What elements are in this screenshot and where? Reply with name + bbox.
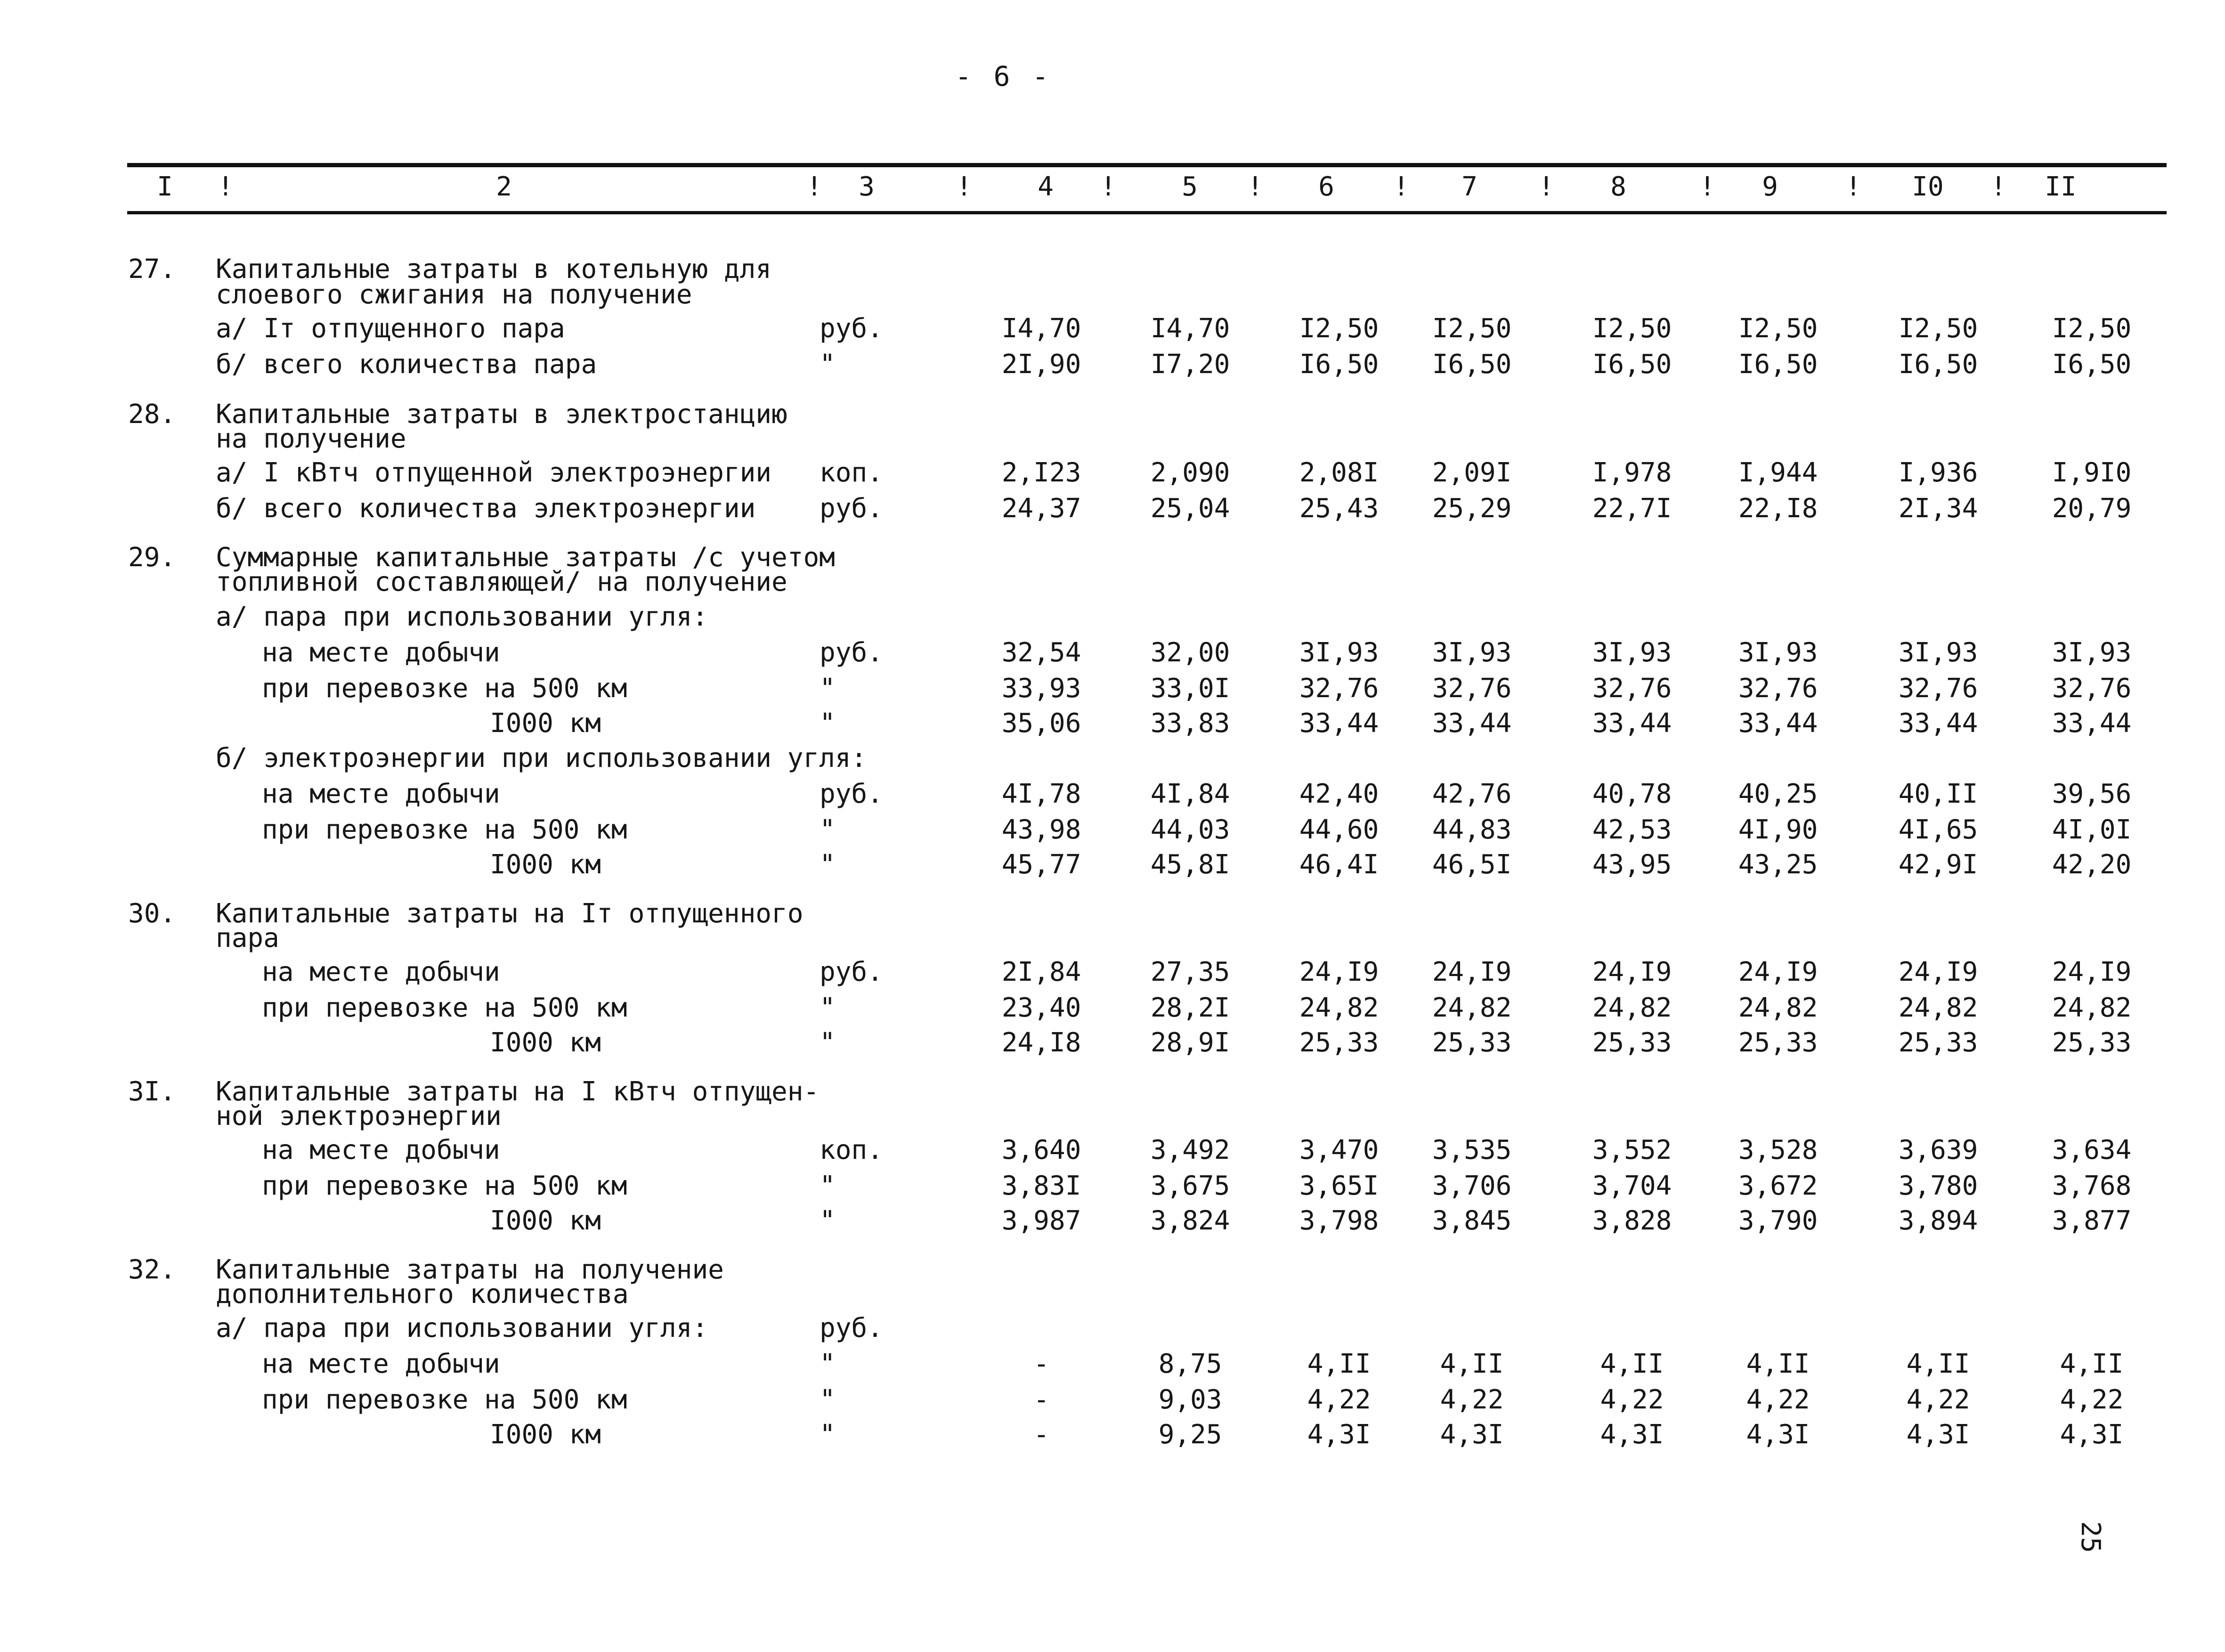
row-label: дополнительного количества [216,1279,629,1310]
value-cell-col-7: 33,44 [1432,708,1512,739]
table-header-rule [127,211,2167,214]
table-row [0,1386,2225,1421]
header-separator: ! [1247,171,1263,202]
value-cell-col-7: I2,50 [1432,313,1512,344]
table-row [0,281,2225,316]
value-cell-col-6: 33,44 [1299,708,1379,739]
header-col-2: 2 [496,171,512,202]
value-cell-col-9: 3,528 [1738,1135,1818,1165]
header-col-8: 8 [1610,171,1626,202]
header-separator: ! [956,171,972,202]
value-cell-col-4: - [1033,1349,1049,1379]
value-cell-col-4: - [1033,1384,1049,1415]
value-cell-col-8: 3,552 [1592,1135,1672,1165]
row-number: 28. [128,399,176,430]
value-cell-col-4: 24,I8 [1001,1027,1081,1058]
value-cell-col-5: 28,9I [1150,1027,1230,1058]
header-col-10: I0 [1912,171,1944,202]
value-cell-col-4: 45,77 [1001,849,1081,880]
value-cell-col-10: 4I,65 [1898,814,1978,845]
value-cell-col-10: 3,780 [1898,1171,1978,1201]
value-cell-col-4: 43,98 [1001,814,1081,845]
value-cell-col-5: 44,03 [1150,814,1230,845]
row-label: Капитальные затраты на I кВтч отпущен- [216,1076,820,1107]
table-row [0,1207,2225,1242]
value-cell-col-6: 42,40 [1299,779,1379,809]
value-cell-col-11: 4,22 [2060,1384,2124,1415]
value-cell-col-8: 3,704 [1592,1171,1672,1201]
header-separator: ! [806,171,822,202]
header-separator: ! [218,171,234,202]
value-cell-col-6: 3,470 [1299,1135,1379,1165]
header-separator: ! [1990,171,2006,202]
row-label: при перевозке на 500 км [262,1384,627,1415]
table-row [0,315,2225,350]
row-unit: коп. [820,1135,883,1165]
value-cell-col-5: 9,25 [1158,1419,1222,1450]
value-cell-col-10: 4,II [1906,1349,1970,1379]
value-cell-col-10: 25,33 [1898,1027,1978,1058]
value-cell-col-7: 3I,93 [1432,637,1512,668]
row-label: б/ электроэнергии при использовании угля: [216,743,867,773]
value-cell-col-7: 46,5I [1432,849,1512,880]
row-number: 27. [128,254,176,285]
value-cell-col-4: 23,40 [1001,993,1081,1023]
value-cell-col-9: 4,II [1746,1349,1810,1379]
value-cell-col-11: 33,44 [2052,708,2132,739]
table-row [0,851,2225,886]
value-cell-col-7: 4,II [1440,1349,1504,1379]
value-cell-col-8: 24,82 [1592,993,1672,1023]
value-cell-col-8: 24,I9 [1592,957,1672,987]
value-cell-col-10: 24,I9 [1898,957,1978,987]
value-cell-col-8: I,978 [1592,457,1672,488]
value-cell-col-10: I2,50 [1898,313,1978,344]
row-label: Капитальные затраты в электростанцию [216,399,788,430]
value-cell-col-7: 24,I9 [1432,957,1512,987]
value-cell-col-5: I4,70 [1150,313,1230,344]
value-cell-col-6: 44,60 [1299,814,1379,845]
value-cell-col-9: 24,82 [1738,993,1818,1023]
value-cell-col-6: 24,82 [1299,993,1379,1023]
value-cell-col-11: I2,50 [2052,313,2132,344]
value-cell-col-8: I2,50 [1592,313,1672,344]
value-cell-col-7: 3,706 [1432,1171,1512,1201]
row-number: 3I. [128,1076,176,1107]
row-unit: " [820,1205,836,1236]
value-cell-col-6: 46,4I [1299,849,1379,880]
value-cell-col-6: 4,3I [1307,1419,1371,1450]
table-row [0,1421,2225,1456]
table-row [0,1029,2225,1064]
row-label: I000 км [490,849,601,880]
value-cell-col-6: 24,I9 [1299,957,1379,987]
row-unit: " [820,1349,836,1379]
value-cell-col-11: 25,33 [2052,1027,2132,1058]
value-cell-col-8: 42,53 [1592,814,1672,845]
value-cell-col-11: 3,877 [2052,1205,2132,1236]
value-cell-col-10: 2I,34 [1898,493,1978,524]
value-cell-col-9: 32,76 [1738,673,1818,704]
value-cell-col-5: 45,8I [1150,849,1230,880]
value-cell-col-9: 3I,93 [1738,637,1818,668]
value-cell-col-9: 24,I9 [1738,957,1818,987]
row-unit: коп. [820,457,883,488]
row-unit: " [820,349,836,380]
page-number: - 6 - [955,60,1052,92]
value-cell-col-4: - [1033,1419,1049,1450]
value-cell-col-11: 4,3I [2060,1419,2124,1450]
value-cell-col-7: 25,33 [1432,1027,1512,1058]
table-row [0,994,2225,1029]
row-number: 30. [128,898,176,929]
value-cell-col-6: 3,798 [1299,1205,1379,1236]
row-label: Капитальные затраты на Iт отпущенного [216,898,804,929]
value-cell-col-5: 32,00 [1150,637,1230,668]
value-cell-col-6: 4,22 [1307,1384,1371,1415]
row-label: при перевозке на 500 км [262,1171,627,1201]
value-cell-col-5: 2,090 [1150,457,1230,488]
value-cell-col-11: 24,82 [2052,993,2132,1023]
value-cell-col-11: 3,634 [2052,1135,2132,1165]
value-cell-col-11: 42,20 [2052,849,2132,880]
row-number: 32. [128,1254,176,1285]
header-col-5: 5 [1182,171,1198,202]
table-row [0,1350,2225,1385]
row-label: Капитальные затраты на получение [216,1254,724,1285]
header-separator: ! [1393,171,1409,202]
value-cell-col-5: 33,83 [1150,708,1230,739]
value-cell-col-9: 3,672 [1738,1171,1818,1201]
value-cell-col-10: I,936 [1898,457,1978,488]
table-row [0,1314,2225,1350]
value-cell-col-8: 32,76 [1592,673,1672,704]
row-unit: руб. [820,1313,883,1343]
value-cell-col-7: 44,83 [1432,814,1512,845]
row-label: при перевозке на 500 км [262,673,627,704]
row-unit: руб. [820,313,883,344]
row-label: при перевозке на 500 км [262,814,627,845]
row-number: 29. [128,542,176,573]
row-label: I000 км [490,1027,601,1058]
table-row [0,1136,2225,1172]
value-cell-col-7: 32,76 [1432,673,1512,704]
value-cell-col-4: 2I,84 [1001,957,1081,987]
table-row [0,816,2225,851]
value-cell-col-8: 4,3I [1600,1419,1664,1450]
row-unit: " [820,849,836,880]
table-row [0,744,2225,780]
header-col-11: II [2045,171,2077,202]
value-cell-col-11: 32,76 [2052,673,2132,704]
value-cell-col-10: 33,44 [1898,708,1978,739]
row-label: на месте добычи [262,779,500,809]
value-cell-col-4: 24,37 [1001,493,1081,524]
value-cell-col-11: 39,56 [2052,779,2132,809]
value-cell-col-4: 33,93 [1001,673,1081,704]
row-unit: " [820,1171,836,1201]
table-top-rule [127,163,2167,167]
row-unit: " [820,1419,836,1450]
row-label: Суммарные капитальные затраты /с учетом [216,542,835,573]
table-row [0,1102,2225,1138]
value-cell-col-8: 40,78 [1592,779,1672,809]
value-cell-col-8: 3,828 [1592,1205,1672,1236]
row-label: а/ I кВтч отпущенной электроэнергии [216,457,772,488]
header-separator: ! [1699,171,1715,202]
row-label: на месте добычи [262,957,500,987]
header-col-6: 6 [1318,171,1334,202]
value-cell-col-4: 32,54 [1001,637,1081,668]
value-cell-col-6: 3I,93 [1299,637,1379,668]
value-cell-col-7: 4,3I [1440,1419,1504,1450]
value-cell-col-6: 3,65I [1299,1171,1379,1201]
value-cell-col-9: 4I,90 [1738,814,1818,845]
value-cell-col-11: 4,II [2060,1349,2124,1379]
row-label: б/ всего количества пара [216,349,597,380]
header-separator: ! [1845,171,1861,202]
row-label: I000 км [490,708,601,739]
value-cell-col-8: I6,50 [1592,349,1672,380]
table-row [0,639,2225,674]
value-cell-col-11: 4I,0I [2052,814,2132,845]
table-row [0,675,2225,710]
value-cell-col-11: 20,79 [2052,493,2132,524]
value-cell-col-5: 3,675 [1150,1171,1230,1201]
value-cell-col-8: 22,7I [1592,493,1672,524]
value-cell-col-7: 25,29 [1432,493,1512,524]
value-cell-col-4: 35,06 [1001,708,1081,739]
row-label: а/ пара при использовании угля: [216,602,708,632]
value-cell-col-8: 33,44 [1592,708,1672,739]
row-label: а/ Iт отпущенного пара [216,313,565,344]
value-cell-col-5: 25,04 [1150,493,1230,524]
value-cell-col-4: 2,I23 [1001,457,1081,488]
header-col-3: 3 [859,171,875,202]
header-separator: ! [1538,171,1554,202]
value-cell-col-8: 3I,93 [1592,637,1672,668]
row-label: слоевого сжигания на получение [216,279,692,310]
value-cell-col-6: 32,76 [1299,673,1379,704]
value-cell-col-7: 24,82 [1432,993,1512,1023]
value-cell-col-10: 40,II [1898,779,1978,809]
row-unit: руб. [820,493,883,524]
value-cell-col-11: I6,50 [2052,349,2132,380]
value-cell-col-7: 4,22 [1440,1384,1504,1415]
value-cell-col-5: 4I,84 [1150,779,1230,809]
row-label: пара [216,923,279,953]
row-unit: " [820,673,836,704]
row-unit: " [820,993,836,1023]
table-row [0,495,2225,530]
value-cell-col-4: 3,640 [1001,1135,1081,1165]
value-cell-col-6: I6,50 [1299,349,1379,380]
value-cell-col-5: 28,2I [1150,993,1230,1023]
value-cell-col-8: 4,22 [1600,1384,1664,1415]
row-unit: " [820,1027,836,1058]
row-unit: руб. [820,957,883,987]
row-label: топливной составляющей/ на получение [216,567,788,597]
table-row [0,924,2225,960]
value-cell-col-11: 3,768 [2052,1171,2132,1201]
value-cell-col-9: 22,I8 [1738,493,1818,524]
row-unit: руб. [820,779,883,809]
row-label: б/ всего количества электроэнергии [216,493,756,524]
side-page-number: 25 [2075,1521,2106,1553]
value-cell-col-4: 3,83I [1001,1171,1081,1201]
value-cell-col-9: 33,44 [1738,708,1818,739]
row-label: ной электроэнергии [216,1101,502,1131]
value-cell-col-4: I4,70 [1001,313,1081,344]
value-cell-col-6: 25,43 [1299,493,1379,524]
value-cell-col-10: 32,76 [1898,673,1978,704]
value-cell-col-5: 33,0I [1150,673,1230,704]
value-cell-col-10: 24,82 [1898,993,1978,1023]
header-col-4: 4 [1038,171,1054,202]
value-cell-col-10: 42,9I [1898,849,1978,880]
value-cell-col-8: 43,95 [1592,849,1672,880]
row-label: на месте добычи [262,637,500,668]
value-cell-col-9: 4,22 [1746,1384,1810,1415]
value-cell-col-10: 4,22 [1906,1384,1970,1415]
value-cell-col-5: 3,824 [1150,1205,1230,1236]
value-cell-col-4: 4I,78 [1001,779,1081,809]
row-label: I000 км [490,1419,601,1450]
value-cell-col-7: 3,845 [1432,1205,1512,1236]
value-cell-col-9: 43,25 [1738,849,1818,880]
value-cell-col-10: 3I,93 [1898,637,1978,668]
table-row [0,1280,2225,1316]
value-cell-col-6: 2,08I [1299,457,1379,488]
value-cell-col-6: 25,33 [1299,1027,1379,1058]
value-cell-col-11: 3I,93 [2052,637,2132,668]
row-unit: " [820,814,836,845]
value-cell-col-10: I6,50 [1898,349,1978,380]
value-cell-col-9: 4,3I [1746,1419,1810,1450]
value-cell-col-9: 40,25 [1738,779,1818,809]
row-label: а/ пара при использовании угля: [216,1313,708,1343]
value-cell-col-8: 4,II [1600,1349,1664,1379]
value-cell-col-11: 24,I9 [2052,957,2132,987]
value-cell-col-8: 25,33 [1592,1027,1672,1058]
value-cell-col-7: 42,76 [1432,779,1512,809]
table-row [0,780,2225,815]
header-col-7: 7 [1462,171,1478,202]
value-cell-col-5: I7,20 [1150,349,1230,380]
row-unit: " [820,1384,836,1415]
value-cell-col-10: 3,639 [1898,1135,1978,1165]
value-cell-col-9: 25,33 [1738,1027,1818,1058]
table-row [0,425,2225,460]
value-cell-col-9: I,944 [1738,457,1818,488]
row-unit: " [820,708,836,739]
row-label: Капитальные затраты в котельную для [216,254,772,285]
value-cell-col-7: 2,09I [1432,457,1512,488]
value-cell-col-4: 2I,90 [1001,349,1081,380]
value-cell-col-5: 3,492 [1150,1135,1230,1165]
value-cell-col-7: 3,535 [1432,1135,1512,1165]
table-row [0,568,2225,603]
value-cell-col-9: 3,790 [1738,1205,1818,1236]
value-cell-col-7: I6,50 [1432,349,1512,380]
value-cell-col-10: 3,894 [1898,1205,1978,1236]
header-col-1: I [157,171,173,202]
row-label: на месте добычи [262,1135,500,1165]
value-cell-col-5: 8,75 [1158,1349,1222,1379]
value-cell-col-11: I,9I0 [2052,457,2132,488]
value-cell-col-4: 3,987 [1001,1205,1081,1236]
row-label: I000 км [490,1205,601,1236]
table-row [0,350,2225,386]
header-separator: ! [1100,171,1116,202]
table-row [0,459,2225,494]
header-col-9: 9 [1762,171,1778,202]
value-cell-col-9: I2,50 [1738,313,1818,344]
table-row [0,709,2225,745]
table-row [0,958,2225,993]
row-unit: руб. [820,637,883,668]
row-label: на месте добычи [262,1349,500,1379]
value-cell-col-10: 4,3I [1906,1419,1970,1450]
value-cell-col-6: 4,II [1307,1349,1371,1379]
value-cell-col-6: I2,50 [1299,313,1379,344]
value-cell-col-5: 9,03 [1158,1384,1222,1415]
row-label: при перевозке на 500 км [262,993,627,1023]
table-row [0,1172,2225,1207]
value-cell-col-5: 27,35 [1150,957,1230,987]
table-row [0,603,2225,638]
row-label: на получение [216,423,406,454]
value-cell-col-9: I6,50 [1738,349,1818,380]
